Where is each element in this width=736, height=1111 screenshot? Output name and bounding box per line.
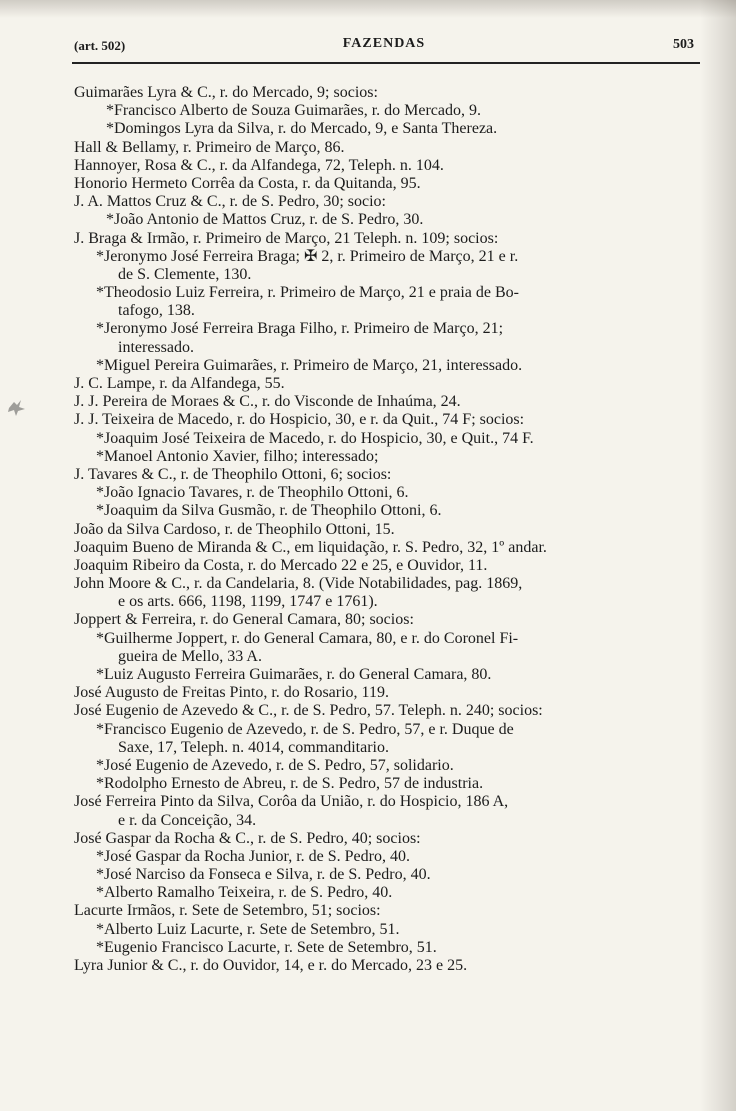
listing-line: interessado. <box>118 338 194 356</box>
page-number: 503 <box>673 37 694 52</box>
listing-line: tafogo, 138. <box>118 302 195 320</box>
listing-line: *José Gaspar da Rocha Junior, r. de S. Pedro, 40. <box>96 847 410 865</box>
listing-line: *Alberto Ramalho Teixeira, r. de S. Pedro, 40. <box>96 884 393 902</box>
listing-line: *João Antonio de Mattos Cruz, r. de S. Pedro, 30. <box>106 211 424 229</box>
listing-line: *Eugenio Francisco Lacurte, r. Sete de Setembro, 51. <box>96 938 437 956</box>
listing-line: *José Narciso da Fonseca e Silva, r. de S. Pedro, 40. <box>96 866 431 884</box>
ink-speck-mark <box>6 396 28 418</box>
listing-line: Joppert & Ferreira, r. do General Camara, 80; socios: <box>74 611 414 629</box>
page-header <box>74 36 694 58</box>
listing-line: Hannoyer, Rosa & C., r. da Alfandega, 72, Teleph. n. 104. <box>74 156 444 174</box>
article-ref: (art. 502) <box>74 38 126 53</box>
listing-line: *José Eugenio de Azevedo, r. de S. Pedro, 57, solidario. <box>96 756 454 774</box>
page-edge-shadow <box>700 0 736 1111</box>
listing-line: *Guilherme Joppert, r. do General Camara, 80, e r. do Coronel Fi- <box>96 629 519 647</box>
listing-line: e r. da Conceição, 34. <box>118 811 257 829</box>
listing-line: *Manoel Antonio Xavier, filho; interessado; <box>96 447 379 465</box>
listing-line: Hall & Bellamy, r. Primeiro de Março, 86. <box>74 138 345 156</box>
listing-line: J. J. Pereira de Moraes & C., r. do Visconde de Inhaúma, 24. <box>74 393 461 411</box>
listing-line: *Joaquim da Silva Gusmão, r. de Theophilo Ottoni, 6. <box>96 502 442 520</box>
listing-line: José Eugenio de Azevedo & C., r. de S. Pedro, 57. Teleph. n. 240; socios: <box>74 702 543 720</box>
listing-line: Joaquim Bueno de Miranda & C., em liquidação, r. S. Pedro, 32, 1º andar. <box>74 538 547 556</box>
directory-listing <box>74 84 702 975</box>
listing-line: J. A. Mattos Cruz & C., r. de S. Pedro, 30; socio: <box>74 193 386 211</box>
listing-line: José Augusto de Freitas Pinto, r. do Rosario, 119. <box>74 684 389 702</box>
listing-line: *Jeronymo José Ferreira Braga; ✠ 2, r. Primeiro de Março, 21 e r. <box>96 247 519 265</box>
listing-line: J. J. Teixeira de Macedo, r. do Hospicio, 30, e r. da Quit., 74 F; socios: <box>74 411 525 429</box>
page-top-shadow <box>0 0 736 18</box>
listing-line: *Francisco Eugenio de Azevedo, r. de S. Pedro, 57, e r. Duque de <box>96 720 514 738</box>
listing-line: de S. Clemente, 130. <box>118 265 252 283</box>
listing-line: *João Ignacio Tavares, r. de Theophilo Ottoni, 6. <box>96 484 409 502</box>
listing-line: Honorio Hermeto Corrêa da Costa, r. da Quitanda, 95. <box>74 174 421 192</box>
listing-line: *Domingos Lyra da Silva, r. do Mercado, 9, e Santa Thereza. <box>106 120 498 138</box>
listing-line: José Gaspar da Rocha & C., r. de S. Pedro, 40; socios: <box>74 829 421 847</box>
listing-line: *Miguel Pereira Guimarães, r. Primeiro de Março, 21, interessado. <box>96 356 523 374</box>
listing-line: *Rodolpho Ernesto de Abreu, r. de S. Pedro, 57 de industria. <box>96 775 484 793</box>
page-title: FAZENDAS <box>342 36 426 51</box>
listing-line: *Jeronymo José Ferreira Braga Filho, r. Primeiro de Março, 21; <box>96 320 504 338</box>
listing-line: gueira de Mello, 33 A. <box>118 647 262 665</box>
listing-line: Joaquim Ribeiro da Costa, r. do Mercado 22 e 25, e Ouvidor, 11. <box>74 556 488 574</box>
listing-line: J. Braga & Irmão, r. Primeiro de Março, 21 Teleph. n. 109; socios: <box>74 229 499 247</box>
listing-line: J. Tavares & C., r. de Theophilo Ottoni, 6; socios: <box>74 465 392 483</box>
listing-line: *Joaquim José Teixeira de Macedo, r. do Hospicio, 30, e Quit., 74 F. <box>96 429 534 447</box>
listing-line: João da Silva Cardoso, r. de Theophilo Ottoni, 15. <box>74 520 395 538</box>
listing-line: e os arts. 666, 1198, 1199, 1747 e 1761). <box>118 593 378 611</box>
listing-line: Saxe, 17, Teleph. n. 4014, commanditario. <box>118 738 389 756</box>
listing-line: Guimarães Lyra & C., r. do Mercado, 9; socios: <box>74 84 378 101</box>
listing-line: *Francisco Alberto de Souza Guimarães, r. do Mercado, 9. <box>106 102 482 120</box>
listing-line: *Theodosio Luiz Ferreira, r. Primeiro de Março, 21 e praia de Bo- <box>96 284 519 302</box>
listing-line: Lyra Junior & C., r. do Ouvidor, 14, e r. do Mercado, 23 e 25. <box>74 957 468 974</box>
listing-line: J. C. Lampe, r. da Alfandega, 55. <box>74 375 285 392</box>
listing-line: José Ferreira Pinto da Silva, Corôa da União, r. do Hospicio, 186 A, <box>74 793 509 811</box>
listing-line: John Moore & C., r. da Candelaria, 8. (Vide Notabilidades, pag. 1869, <box>74 575 523 593</box>
listing-line: Lacurte Irmãos, r. Sete de Setembro, 51; socios: <box>74 902 381 920</box>
listing-line: *Alberto Luiz Lacurte, r. Sete de Setembro, 51. <box>96 920 400 938</box>
listing-line: *Luiz Augusto Ferreira Guimarães, r. do General Camara, 80. <box>96 666 492 683</box>
header-rule <box>72 62 700 64</box>
